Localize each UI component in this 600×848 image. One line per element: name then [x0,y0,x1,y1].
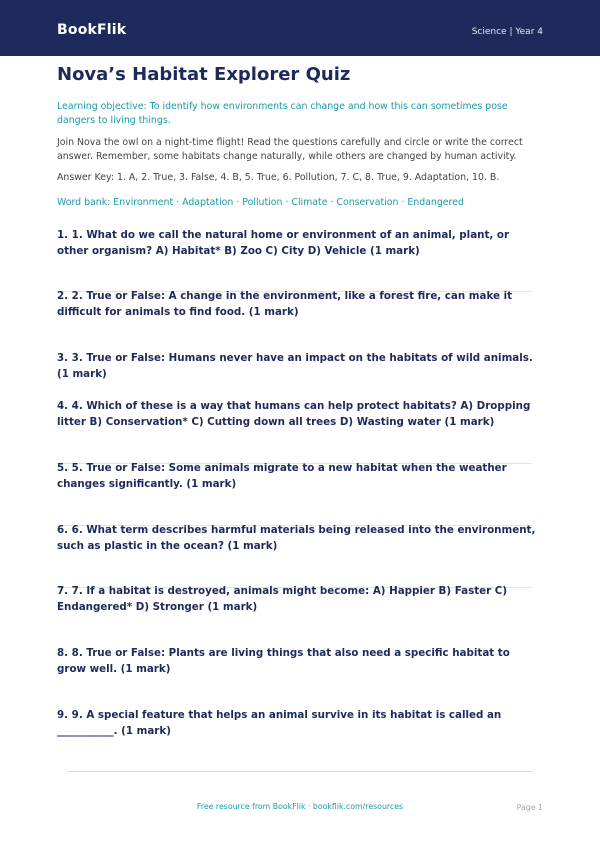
word-bank: Word bank: Environment · Adaptation · Pollution · Climate · Conservation · Endangered [57,197,464,208]
question-4: 4. 4. Which of these is a way that humans can help protect habitats? A) Dropping litter B) Conservation* C) Cutting down all trees D) Wasting water (1 mark) [57,400,531,428]
footer-divider [68,771,532,772]
brand-logo-text: BookFlik [57,22,127,38]
learning-objective: Learning objective: To identify how environments can change and how this can sometimes pose dangers to living things. [57,101,508,126]
question-1: 1. 1. What do we call the natural home or environment of an animal, plant, or other organism? A) Habitat* B) Zoo C) City D) Vehicle (1 mark) [57,229,510,257]
question-3: 3. 3. True or False: Humans never have an impact on the habitats of wild animals. (1 mark) [57,352,533,380]
page-title: Nova’s Habitat Explorer Quiz [57,64,351,85]
question-5: 5. 5. True or False: Some animals migrate to a new habitat when the weather changes significantly. (1 mark) [57,462,507,490]
footer-link[interactable]: Free resource from BookFlik · bookflik.com/resources [196,802,404,811]
page-header [0,0,600,56]
intro-paragraph: Join Nova the owl on a night-time flight! Read the questions carefully and circle or write the correct answer. Remember, some habitats change naturally, while others are changed by human activity. [57,137,523,162]
page-number: Page 1 [516,803,543,812]
question-9: 9. 9. A special feature that helps an animal survive in its habitat is called an ___________. (1 mark) [57,709,502,737]
question-2: 2. 2. True or False: A change in the environment, like a forest fire, can make it difficult for animals to find food. (1 mark) [57,290,513,318]
question-6: 6. 6. What term describes harmful materials being released into the environment, such as plastic in the ocean? (1 mark) [57,524,536,552]
answer-key: Answer Key: 1. A, 2. True, 3. False, 4. B, 5. True, 6. Pollution, 7. C, 8. True, 9. Adaptation, 10. B. [57,172,500,183]
subject-year-label: Science | Year 4 [471,27,543,37]
question-7: 7. 7. If a habitat is destroyed, animals might become: A) Happier B) Faster C) Endangered* D) Stronger (1 mark) [57,585,508,613]
question-8: 8. 8. True or False: Plants are living things that also need a specific habitat to grow well. (1 mark) [57,647,510,675]
